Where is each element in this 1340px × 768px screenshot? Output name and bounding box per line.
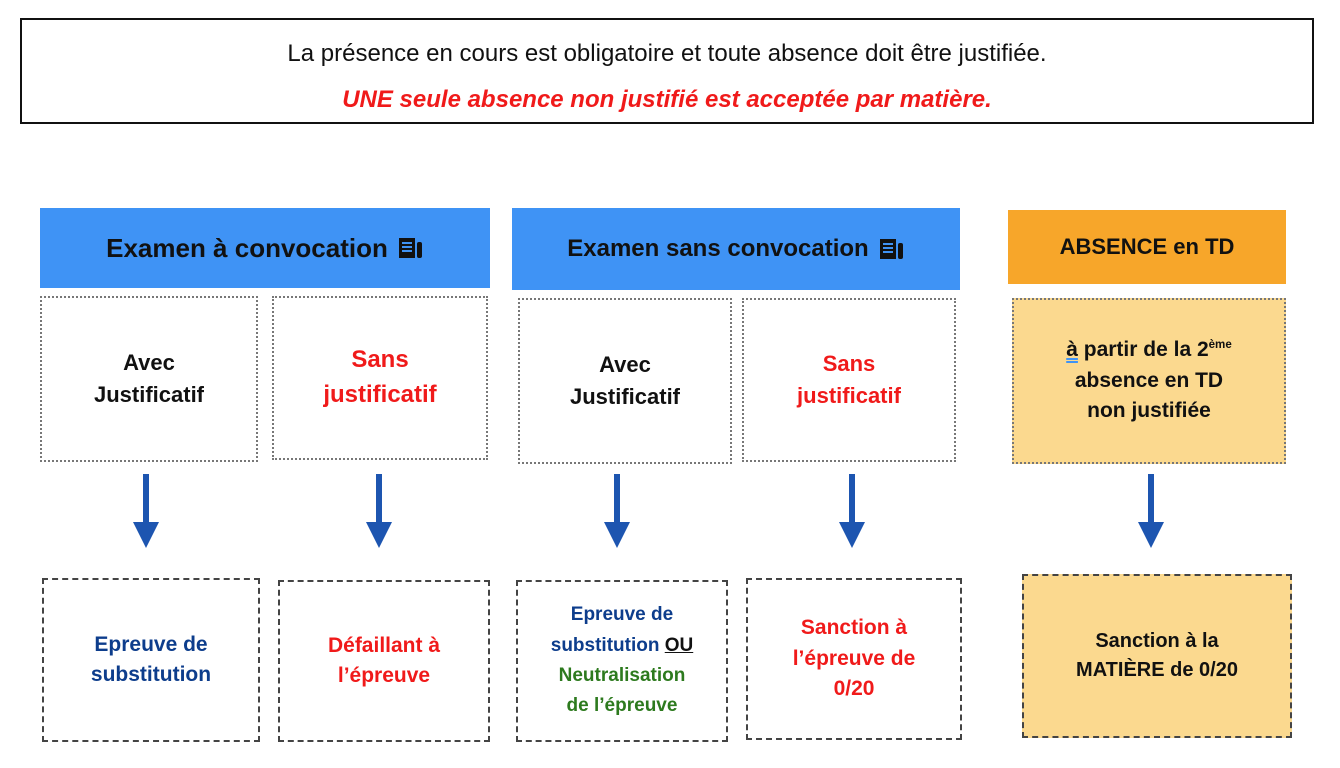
box-line — [1066, 335, 1232, 365]
down-arrow-icon — [602, 474, 632, 550]
down-arrow-icon — [131, 474, 161, 550]
box-line: Sans — [822, 351, 876, 377]
header-title: Examen à convocation — [106, 232, 388, 263]
outcome-defaillant — [278, 580, 490, 742]
box-line: substitution — [90, 663, 212, 686]
header-absence-en-td — [1008, 210, 1286, 284]
box-line: Sanction à la — [1095, 630, 1219, 652]
notice-line-2: UNE seule absence non justifié est acceptée par matière. — [342, 86, 992, 113]
or-text: OU — [664, 634, 694, 656]
box-avec-justificatif-2 — [518, 298, 732, 464]
header-examen-sans-convocation — [512, 208, 960, 290]
outcome-sanction-epreuve — [746, 578, 962, 740]
box-line: 0/20 — [833, 677, 875, 701]
document-pen-icon — [879, 237, 905, 261]
substitution-text: substitution — [550, 634, 660, 656]
notice-box — [20, 18, 1314, 124]
underlined-a: à — [1066, 338, 1078, 362]
box-avec-justificatif-1 — [40, 296, 258, 462]
header-title: ABSENCE en TD — [1059, 234, 1235, 259]
outcome-epreuve-de-substitution — [42, 578, 260, 742]
box-line: Défaillant à — [327, 633, 441, 657]
box-line: Sans — [351, 346, 409, 374]
outcome-sanction-matiere — [1022, 574, 1292, 738]
down-arrow-icon — [1136, 474, 1166, 550]
box-line: Neutralisation — [558, 665, 686, 686]
down-arrow-icon — [837, 474, 867, 550]
header-examen-a-convocation — [40, 208, 490, 288]
outcome-substitution-ou-neutralisation — [516, 580, 728, 742]
box-line: Sanction à — [800, 616, 908, 640]
box-line: justificatif — [797, 383, 901, 408]
box-line: justificatif — [323, 381, 437, 408]
box-line: Justificatif — [569, 384, 681, 409]
document-pen-icon — [398, 236, 424, 260]
box-line: Justificatif — [93, 382, 205, 407]
box-line: absence en TD — [1074, 368, 1224, 392]
box-line: Epreuve de — [94, 632, 208, 656]
box-line: Avec — [599, 352, 651, 378]
box-line: Epreuve de — [570, 604, 674, 626]
box-line: non justifiée — [1087, 399, 1211, 423]
box-line: l’épreuve de — [792, 646, 916, 670]
box-line: Avec — [123, 350, 175, 376]
box-line: l’épreuve — [337, 664, 431, 687]
condition-text: partir de la 2 — [1077, 338, 1209, 362]
box-line: de l’épreuve — [566, 695, 678, 717]
down-arrow-icon — [364, 474, 394, 550]
box-line — [551, 631, 693, 661]
box-sans-justificatif-1 — [272, 296, 488, 460]
box-td-condition — [1012, 298, 1286, 464]
header-title: Examen sans convocation — [567, 235, 869, 262]
notice-line-1: La présence en cours est obligatoire et toute absence doit être justifiée. — [287, 40, 1047, 67]
box-sans-justificatif-2 — [742, 298, 956, 462]
ordinal-suffix: ème — [1208, 339, 1232, 352]
box-line: MATIÈRE de 0/20 — [1076, 659, 1238, 681]
